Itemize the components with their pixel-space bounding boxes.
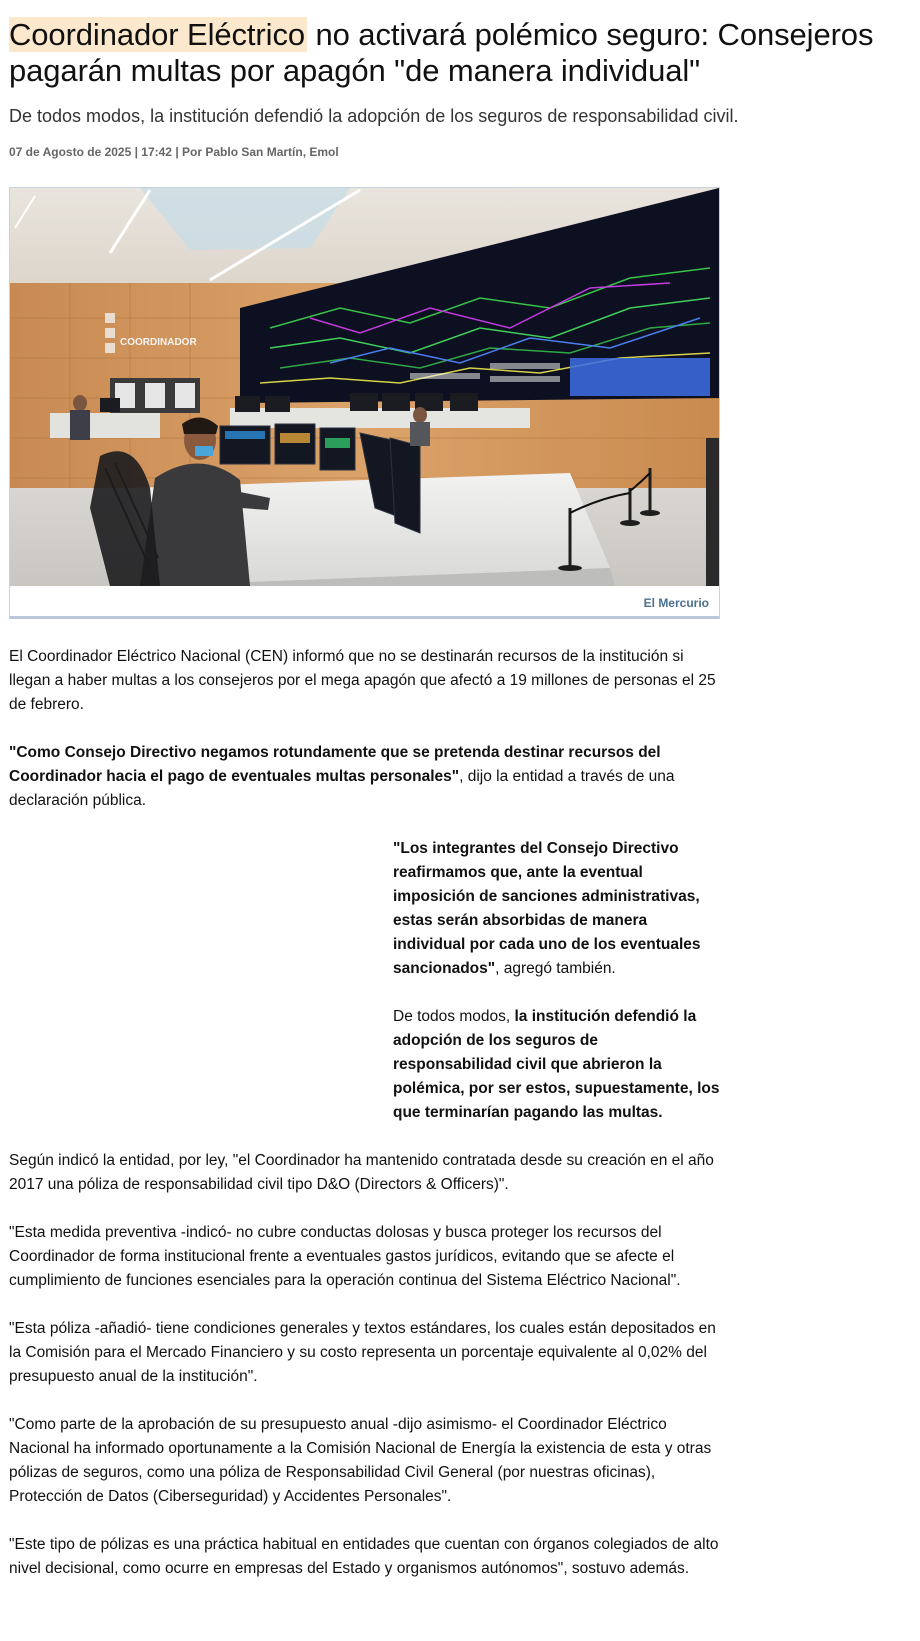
inline-ad-space xyxy=(9,857,393,1117)
article-figure xyxy=(9,187,720,619)
article-paragraph: "Esta póliza -añadió- tiene condiciones generales y textos estándares, los cuales están depositados en la Comisión para el Mercado Financiero y su costo representa un porcentaje equivalente al 0,02% del presupuesto anual de la institución". xyxy=(9,1320,716,1385)
article-subtitle: De todos modos, la institución defendió la adopción de los seguros de responsabilidad civil. xyxy=(9,106,739,126)
headline-highlight: Coordinador Eléctrico xyxy=(9,17,305,52)
article-paragraph: Según indicó la entidad, por ley, "el Coordinador ha mantenido contratada desde su creación en el año 2017 una póliza de responsabilidad civil tipo D&O (Directors & Officers)". xyxy=(9,1152,714,1193)
article-headline xyxy=(9,17,914,89)
headline-rest: no activará polémico seguro: Consejeros pagarán multas por apagón "de manera individual" xyxy=(9,17,874,88)
control-room-photo[interactable] xyxy=(10,188,719,586)
wall-logo-text: COORDINADOR xyxy=(120,337,197,348)
article-paragraph-quote-1 xyxy=(9,741,721,813)
quote-attribution: , dijo la entidad a través de una declaración pública. xyxy=(9,768,675,809)
article-paragraph: "Esta medida preventiva -indicó- no cubre conductas dolosas y busca proteger los recursos del Coordinador de forma institucional frente a eventuales gastos jurídicos, evitando que se afecte el cumplimiento de funciones esenciales para la operación continua del Sistema Eléctrico Nacional". xyxy=(9,1224,681,1289)
article-byline: 07 de Agosto de 2025 | 17:42 | Por Pablo San Martín, Emol xyxy=(9,145,339,159)
article-paragraph: "Como parte de la aprobación de su presupuesto anual -dijo asimismo- el Coordinador Eléctrico Nacional ha informado oportunamente a la Comisión Nacional de Energía la existencia de esta y otras pólizas de seguros, como una póliza de Responsabilidad Civil General (por nuestras oficinas), Protección de Datos (Ciberseguridad) y Accidentes Personales". xyxy=(9,1416,712,1505)
quote-bold: "Como Consejo Directivo negamos rotundamente que se pretenda destinar recursos del Coordinador hacia el pago de eventuales multas personales" xyxy=(9,744,661,785)
quote-attribution: , agregó también. xyxy=(495,960,616,977)
article-paragraph: "Este tipo de pólizas es una práctica habitual en entidades que cuentan con órganos colegiados de alto nivel decisional, como ocurre en empresas del Estado y organismos autónomos", sostuvo además. xyxy=(9,1536,719,1577)
article-body xyxy=(9,645,721,1605)
paragraph-bold: la institución defendió la adopción de los seguros de responsabilidad civil que abrieron la polémica, por ser estos, supuestamente, los que terminarían pagando las multas. xyxy=(393,1008,720,1121)
photo-caption: El Mercurio xyxy=(643,596,709,610)
paragraph-lead: De todos modos, xyxy=(393,1008,515,1025)
article-paragraph: El Coordinador Eléctrico Nacional (CEN) informó que no se destinarán recursos de la institución si llegan a haber multas a los consejeros por el mega apagón que afectó a 19 millones de personas el 25 de febrero. xyxy=(9,648,716,713)
quote-bold: "Los integrantes del Consejo Directivo reafirmamos que, ante la eventual imposición de sanciones administrativas, estas serán absorbidas de manera individual por cada uno de los eventuales sancionados" xyxy=(393,840,701,977)
